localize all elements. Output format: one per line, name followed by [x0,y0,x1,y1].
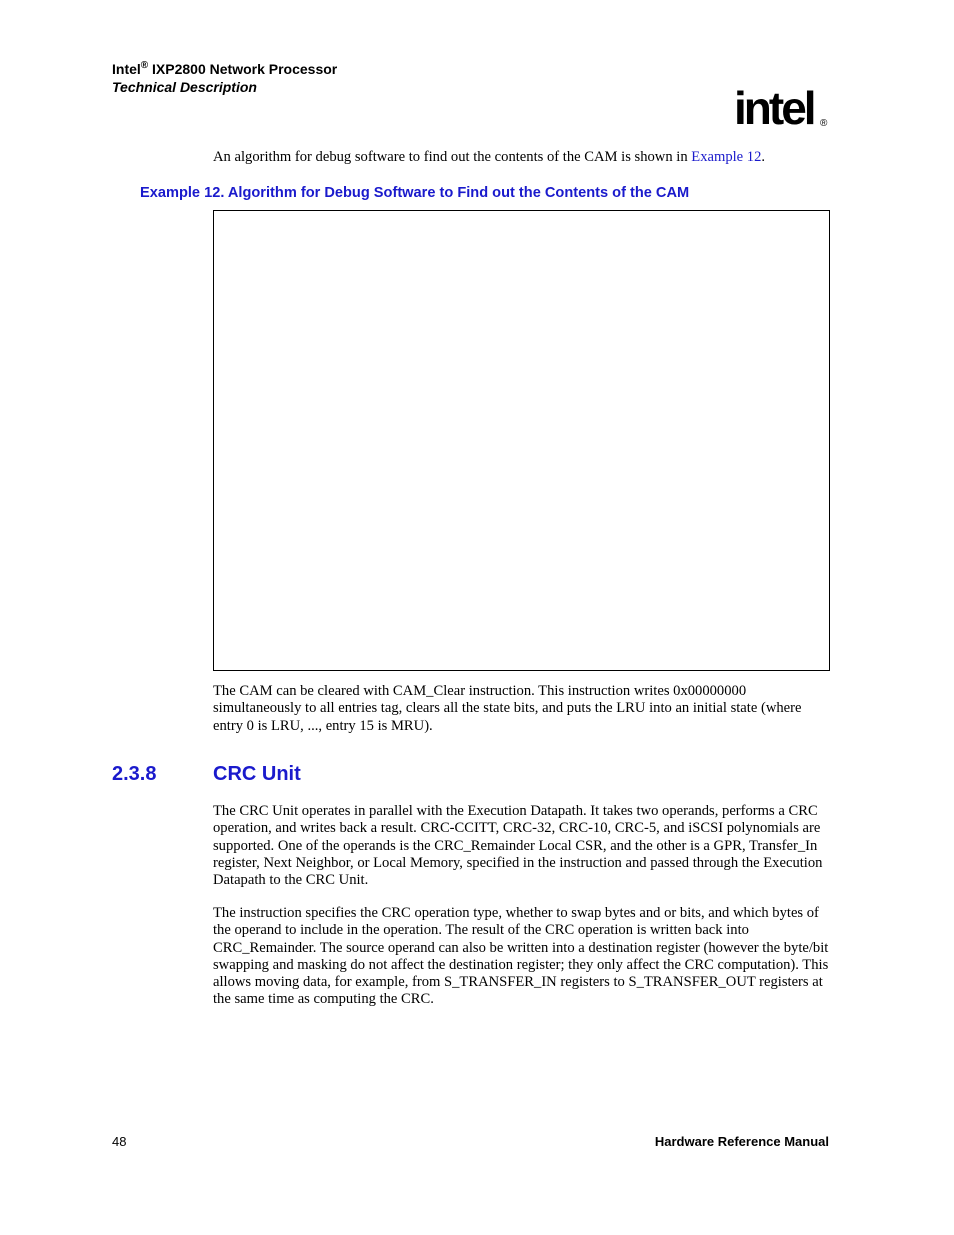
intro-paragraph [213,149,833,166]
intro-text: An algorithm for debug software to find out the contents of the CAM is shown in [213,149,692,165]
example-caption: Example 12. Algorithm for Debug Software to Find out the Contents of the CAM [140,185,690,201]
intel-logo [732,84,832,140]
example-code-box [213,210,830,671]
brand-name: Intel [112,61,141,77]
cam-clear-paragraph: The CAM can be cleared with CAM_Clear instruction. This instruction writes 0x00000000 simultaneously to all entries tag, clears all the state bits, and puts the LRU into an initial state (where entry 0 is LRU, ..., entry 15 is MRU). [213,683,802,734]
example-12-link[interactable]: Example 12 [691,149,762,165]
intro-end: . [761,149,766,165]
crc-paragraph-1: The CRC Unit operates in parallel with the Execution Datapath. It takes two operands, performs a CRC operation, and writes back a result. CRC-CCITT, CRC-32, CRC-10, CRC-5, and iSCSI polynomials are supported. One of the operands is the CRC_Remainder Local CSR, and the other is a GPR, Transfer_In register, Next Neighbor, or Local Memory, specified in the instruction and passed through the Execution Datapath to the CRC Unit. [213,803,823,889]
section-title: CRC Unit [213,763,301,785]
manual-name: Hardware Reference Manual [654,1134,829,1149]
logo-wordmark: intel [734,84,814,134]
page-number: 48 [112,1134,127,1149]
section-number: 2.3.8 [112,763,157,785]
document-title [112,60,337,78]
crc-paragraph-2: The instruction specifies the CRC operation type, whether to swap bytes and or bits, and which bytes of the operand to include in the operation. The result of the CRC operation is written back into CRC_Remainder. The source operand can also be written into a destination register (however the byte/bit swapping and masking do not affect the destination register; they only affect the CRC computation). This allows moving data, for example, from S_TRANSFER_IN registers to S_TRANSFER_OUT registers at the same time as computing the CRC. [213,905,829,1008]
document-subtitle: Technical Description [112,79,257,95]
registered-mark: ® [140,60,149,71]
product-name: IXP2800 Network Processor [152,61,338,77]
logo-registered-mark: ® [820,118,828,129]
